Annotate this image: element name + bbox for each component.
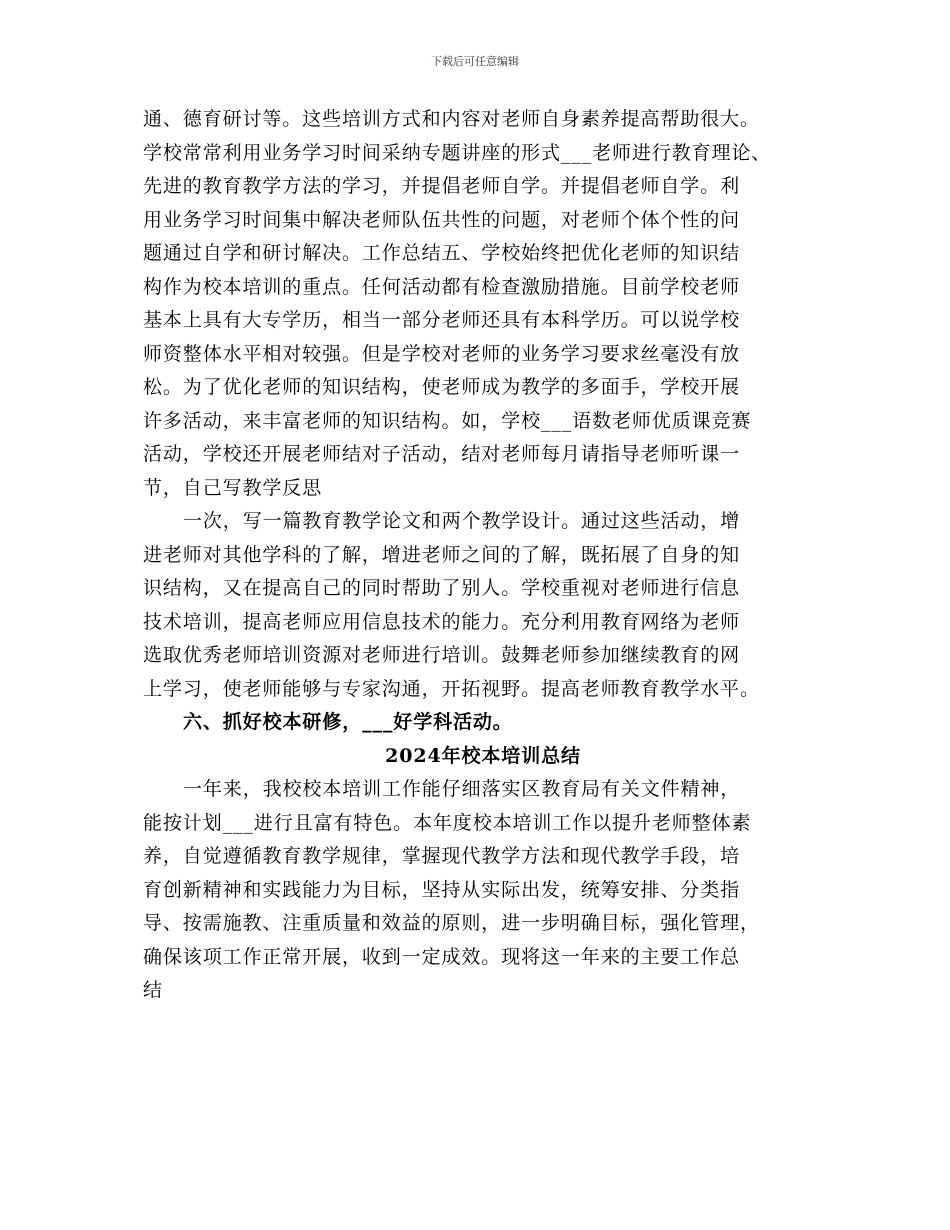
page-header: 下载后可任意编辑 <box>431 55 519 68</box>
text-line: 导、按需施教、注重质量和效益的原则，进一步明确目标，强化管理， <box>143 912 760 934</box>
text-line: 节，自己写教学反思 <box>143 476 323 499</box>
text-line: 用业务学习时间集中解决老师队伍共性的问题，对老师个体个性的问 <box>143 208 741 231</box>
text-line: 选取优秀老师培训资源对老师进行培训。鼓舞老师参加继续教育的网 <box>143 644 741 666</box>
text-line: 能按计划___进行且富有特色。本年度校本培训工作以提升老师整体素 <box>143 811 752 834</box>
text-line: 师资整体水平相对较强。但是学校对老师的业务学习要求丝毫没有放 <box>143 342 741 365</box>
text-line: 一年来，我校校本培训工作能仔细落实区教育局有关文件精神， <box>183 778 741 800</box>
text-line: 上学习，使老师能够与专家沟通，开拓视野。提高老师教育教学水平。 <box>143 677 760 700</box>
text-line: 基本上具有大专学历，相当一部分老师还具有本科学历。可以说学校 <box>143 309 741 331</box>
paragraph-summary <box>143 773 823 1008</box>
text-line: 结 <box>143 979 163 1001</box>
paragraph-activities <box>143 505 823 706</box>
text-line: 进老师对其他学科的了解，增进老师之间的了解，既拓展了自身的知 <box>143 543 741 566</box>
text-line: 育创新精神和实践能力为目标，坚持从实际出发，统筹安排、分类指 <box>143 878 741 901</box>
text-line: 技术培训，提高老师应用信息技术的能力。充分利用教育网络为老师 <box>143 610 741 633</box>
text-line: 松。为了优化老师的知识结构，使老师成为教学的多面手，学校开展 <box>143 376 741 398</box>
text-line: 构作为校本培训的重点。任何活动都有检查激励措施。目前学校老师 <box>143 275 741 298</box>
text-line: 题通过自学和研讨解决。工作总结五、学校始终把优化老师的知识结 <box>143 242 741 264</box>
text-line: 活动，学校还开展老师结对子活动，结对老师每月请指导老师听课一 <box>143 443 741 465</box>
text-line: 一次，写一篇教育教学论文和两个教学设计。通过这些活动，增 <box>183 510 741 532</box>
text-line: 学校常常利用业务学习时间采纳专题讲座的形式___老师进行教育理论、 <box>143 141 772 164</box>
text-line: 通、德育研讨等。这些培训方式和内容对老师自身素养提高帮助很大。 <box>143 108 760 130</box>
text-line: 确保该项工作正常开展，收到一定成效。现将这一年来的主要工作总 <box>143 945 741 968</box>
document-title: 2024年校本培训总结 <box>385 744 581 767</box>
text-line: 先进的教育教学方法的学习，并提倡老师自学。并提倡老师自学。利 <box>143 175 741 197</box>
section-heading: 六、抓好校本研修，___好学科活动。 <box>183 711 513 733</box>
paragraph-training-methods <box>143 103 823 505</box>
document-body <box>143 103 823 1008</box>
text-line: 识结构，又在提高自己的同时帮助了别人。学校重视对老师进行信息 <box>143 577 741 599</box>
text-line: 养，自觉遵循教育教学规律，掌握现代教学方法和现代教学手段，培 <box>143 845 741 867</box>
text-line: 许多活动，来丰富老师的知识结构。如，学校___语数老师优质课竞赛 <box>143 409 752 432</box>
